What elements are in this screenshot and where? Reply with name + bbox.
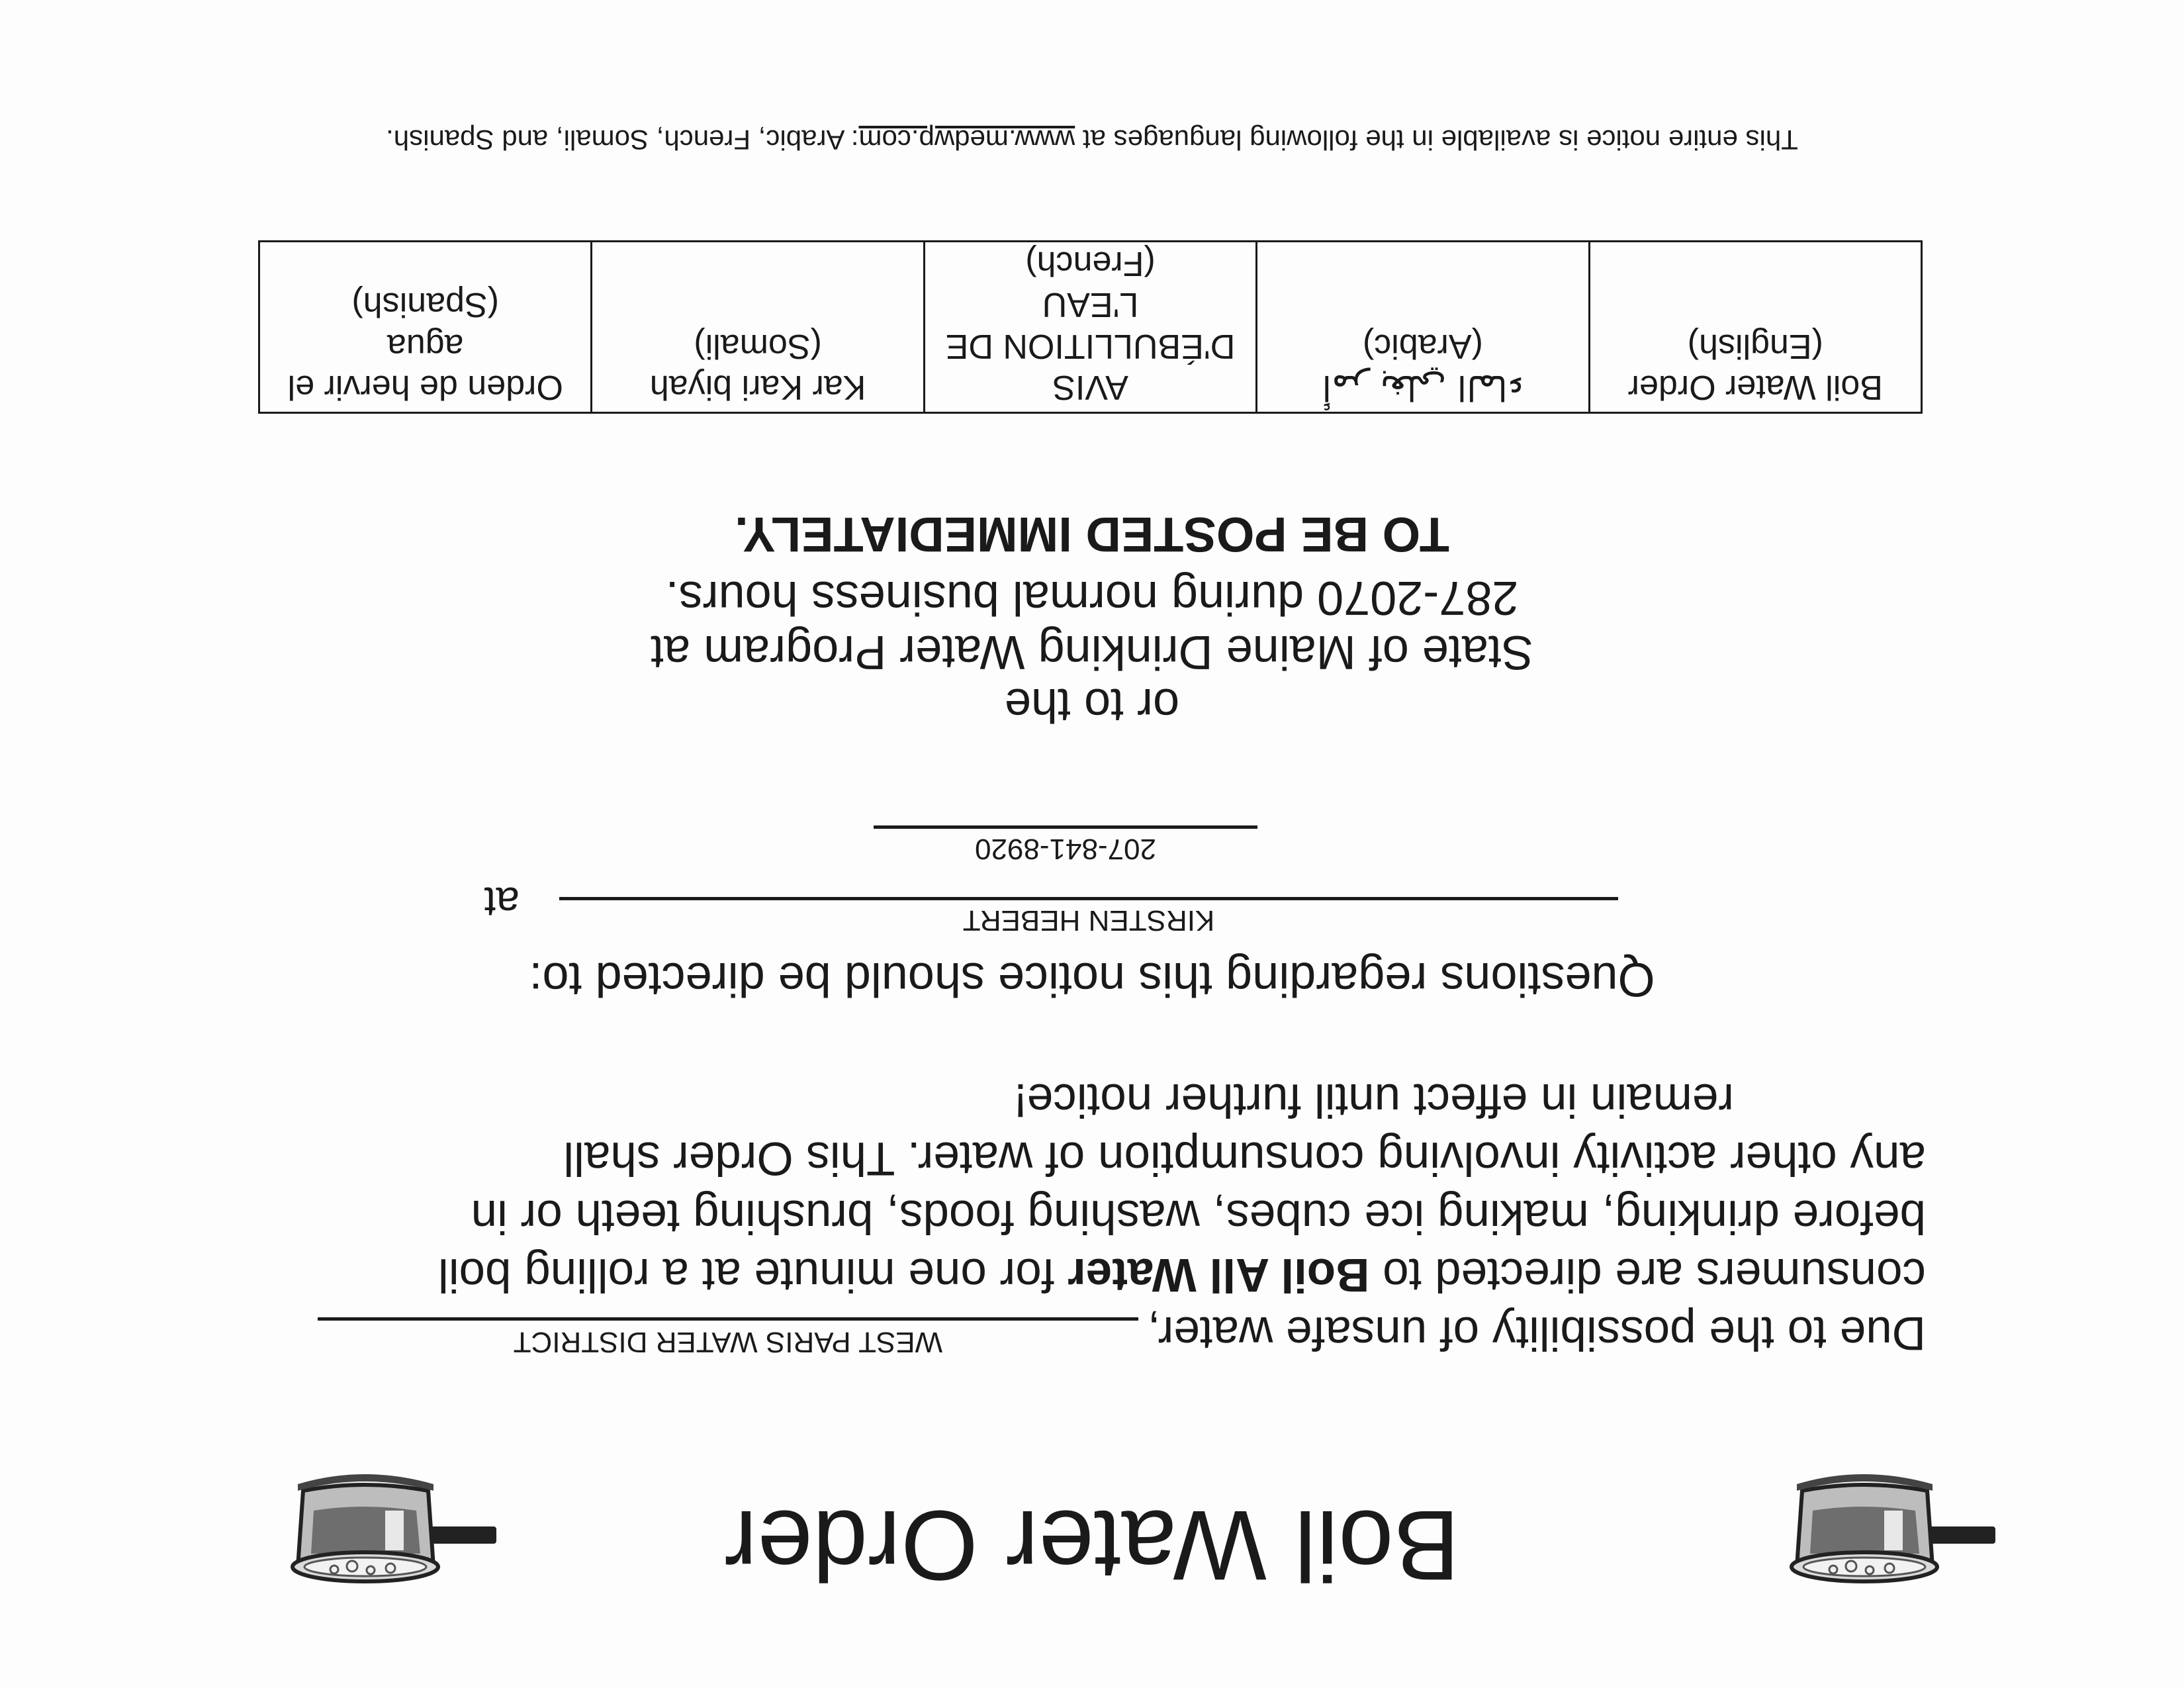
language-text: agua xyxy=(387,326,464,365)
language-text: (Spanish) xyxy=(351,285,499,324)
paragraph-text: consumers are directed to xyxy=(1369,1248,1926,1301)
water-system-blank xyxy=(318,1317,1138,1360)
paragraph-text: for one minute at a rolling boil xyxy=(438,1248,1068,1301)
language-text: (French) xyxy=(1025,244,1156,283)
language-text: L'EAU xyxy=(1042,285,1139,324)
language-text: Kar Kari biyah xyxy=(649,368,866,406)
paragraph-text: remain in effect until further notice! xyxy=(1014,1074,1734,1126)
state-phone-line: 287-2070 during normal business hours. xyxy=(665,571,1519,624)
boiling-pot-icon xyxy=(275,1464,496,1590)
language-cell-spanish xyxy=(259,242,592,413)
paragraph-line xyxy=(139,1126,1926,1184)
contact-at-label: at xyxy=(484,878,520,926)
languages-table xyxy=(258,240,1923,414)
paragraph-line xyxy=(139,1243,1926,1301)
language-text: D'ÉBULLITION DE xyxy=(945,326,1236,365)
intro-line xyxy=(0,1306,1926,1360)
order-paragraph xyxy=(139,1068,1926,1301)
language-text: Boil Water Order xyxy=(1627,368,1883,406)
page-title: Boil Water Order xyxy=(724,1490,1460,1601)
water-system-name: WEST PARIS WATER DISTRICT xyxy=(513,1326,943,1358)
paragraph-line xyxy=(139,1068,1926,1126)
boiling-pot-icon xyxy=(1774,1464,1995,1590)
language-text: (Arabic) xyxy=(1362,326,1483,365)
footer-url-link[interactable]: www.medwp.com xyxy=(858,124,1075,156)
language-text: أمر بغلي الماء xyxy=(1322,367,1524,407)
contact-name-blank xyxy=(559,897,1618,940)
contact-phone: 207-841-8920 xyxy=(975,833,1157,865)
posted-immediately-line: TO BE POSTED IMMEDIATELY. xyxy=(735,507,1450,562)
language-cell-french xyxy=(924,242,1256,413)
paragraph-text: any other activity involving consumption of water. This Order shall xyxy=(563,1132,1926,1184)
language-cell-somali xyxy=(592,242,924,413)
questions-line: Questions regarding this notice should be directed to: xyxy=(529,953,1655,1006)
language-text: (English) xyxy=(1687,326,1823,365)
language-text: Orden de hervir el xyxy=(287,368,563,406)
or-to-the-line: or to the xyxy=(1004,679,1180,731)
intro-prefix: Due to the possibility of unsafe water, xyxy=(1147,1307,1926,1359)
language-cell-english xyxy=(1589,242,1921,413)
languages-row xyxy=(259,242,1922,413)
state-program-line: State of Maine Drinking Water Program at xyxy=(651,626,1533,679)
contact-name-field xyxy=(559,894,1618,940)
paragraph-line xyxy=(139,1184,1926,1243)
footer-text: : Arabic, French, Somali, and Spanish. xyxy=(386,124,859,156)
language-text: AVIS xyxy=(1052,368,1128,406)
paragraph-text: before drinking, making ice cubes, washing foods, brushing teeth or in xyxy=(471,1190,1926,1243)
language-text: (Somali) xyxy=(694,326,822,365)
footer-text: This entire notice is available in the following languages at xyxy=(1075,124,1798,156)
contact-phone-field xyxy=(860,822,1257,867)
contact-name: KIRSTEN HEBERT xyxy=(962,904,1215,937)
paragraph-bold-text: Boil All Water xyxy=(1068,1248,1370,1301)
footer-note xyxy=(0,124,2184,156)
contact-phone-blank xyxy=(874,825,1257,867)
language-cell-arabic xyxy=(1257,242,1589,413)
